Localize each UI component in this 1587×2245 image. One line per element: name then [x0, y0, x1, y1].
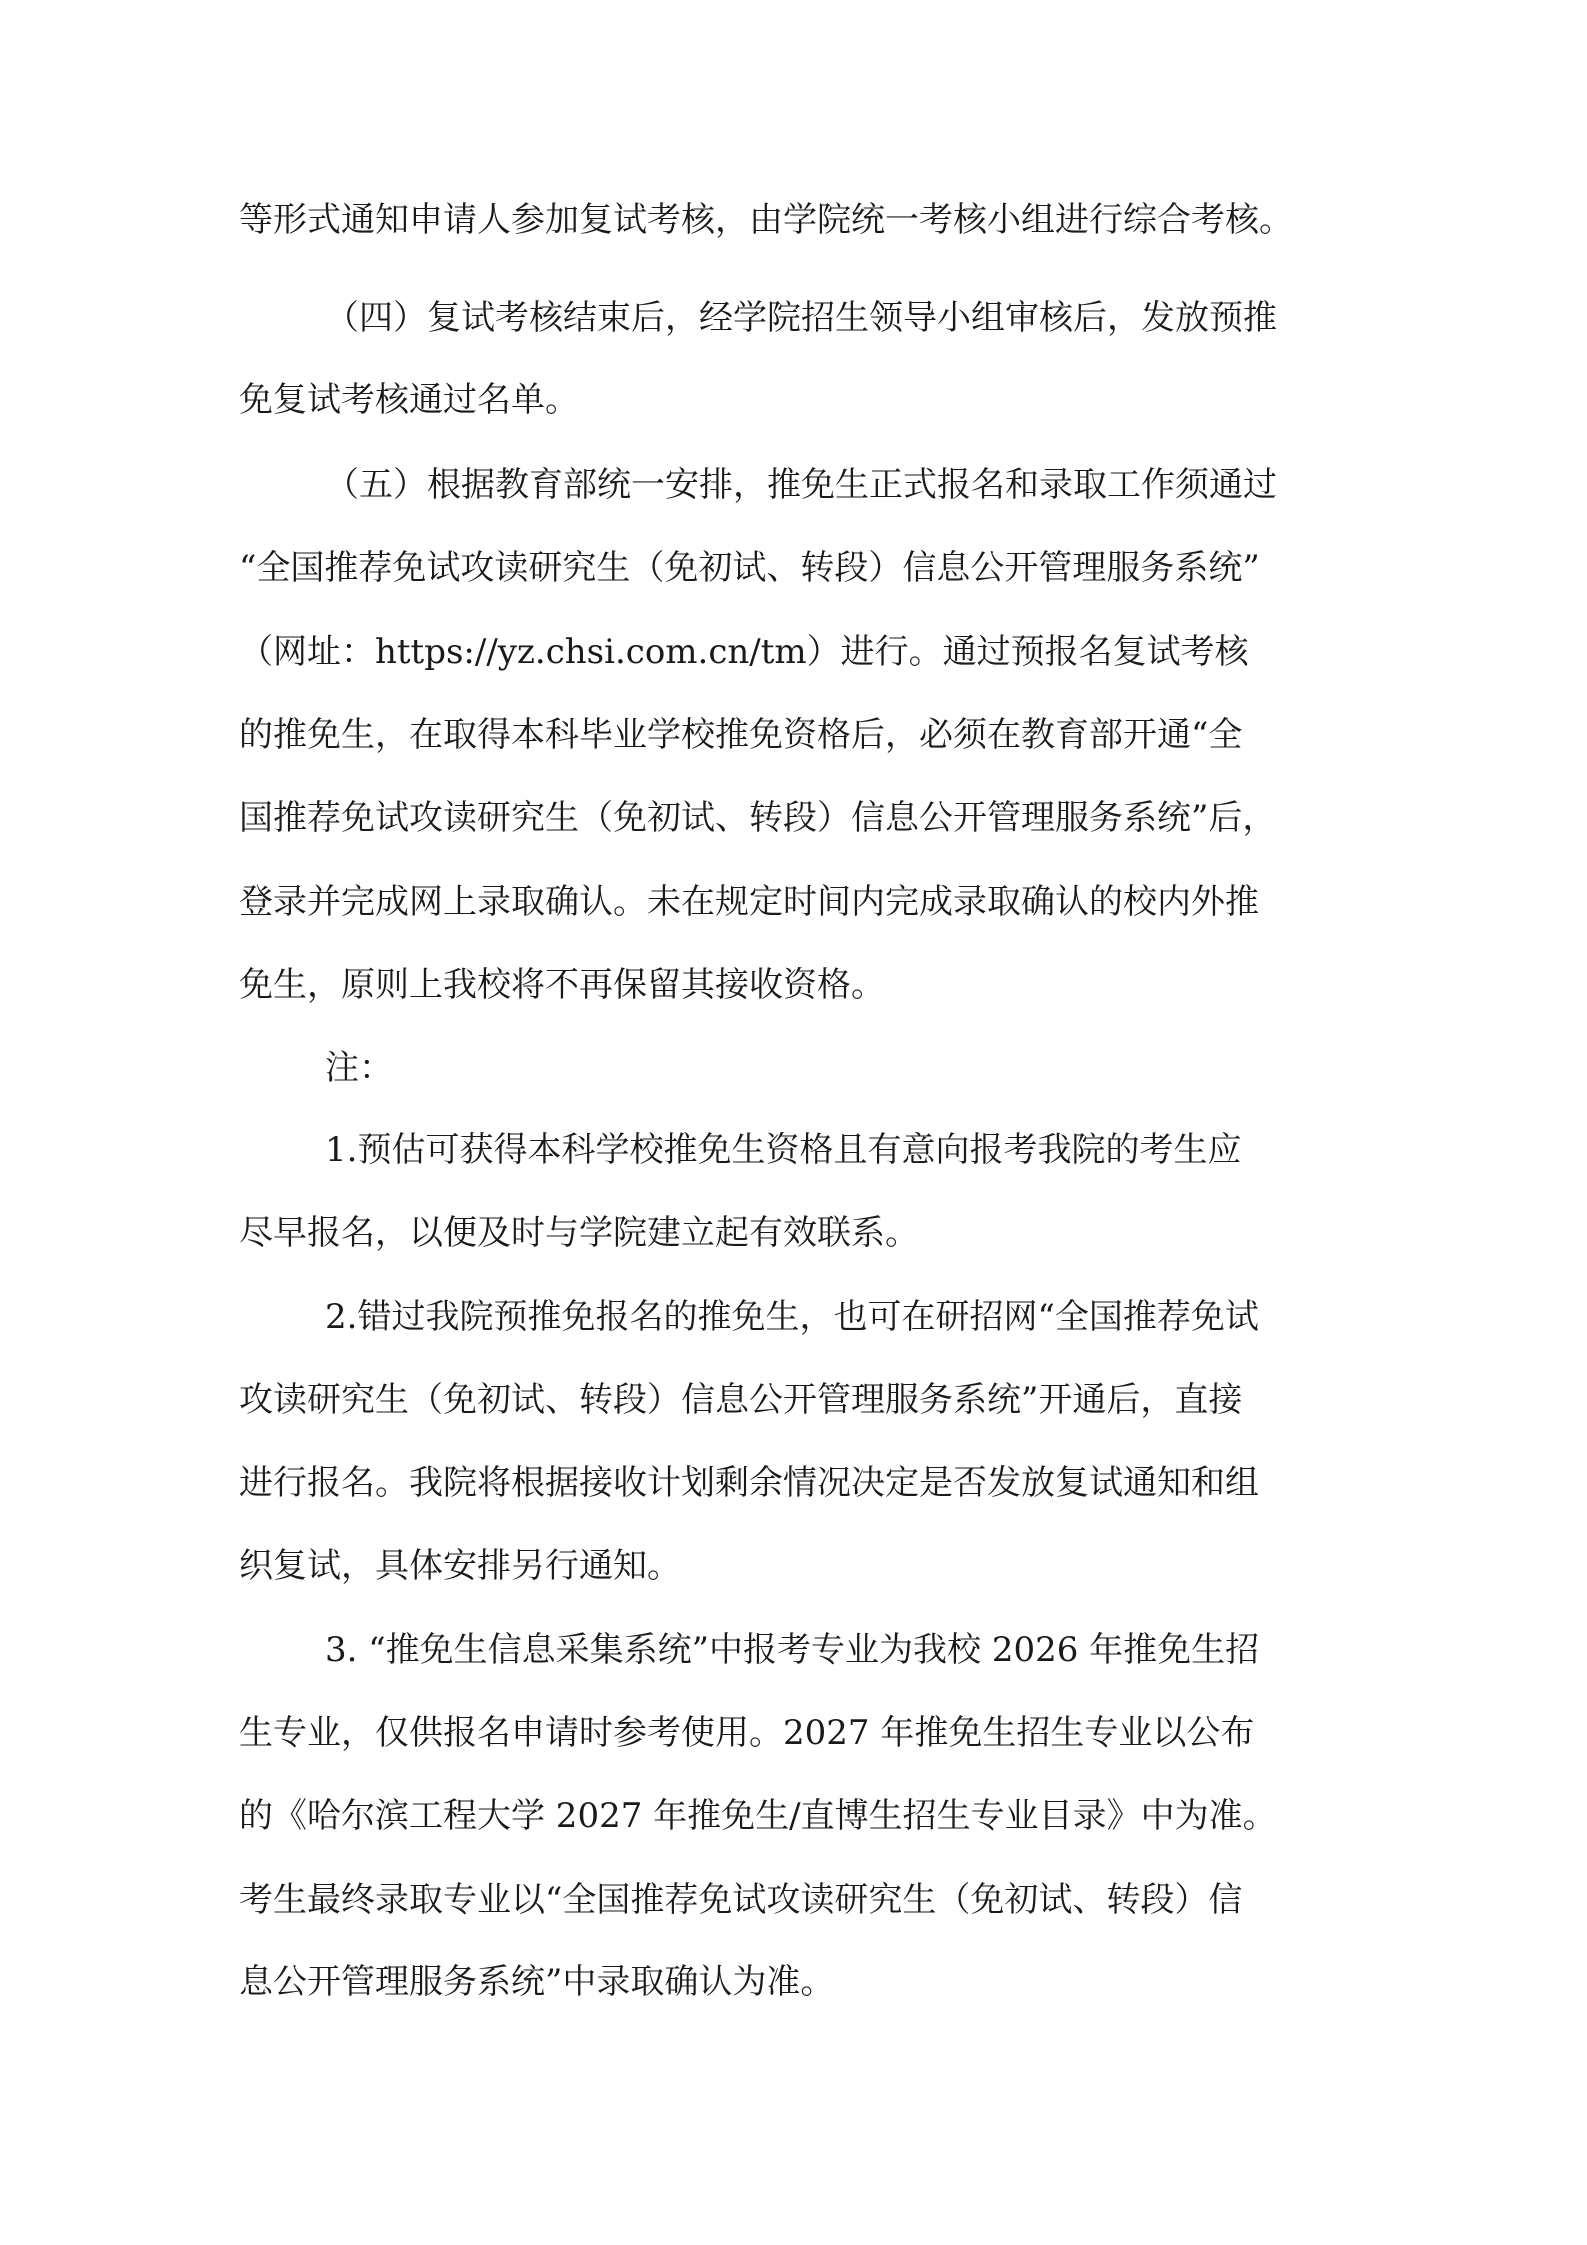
text-line: “全国推荐免试攻读研究生（免初试、转段）信息公开管理服务系统”: [239, 548, 1260, 588]
text-line: （网址：https://yz.chsi.com.cn/tm）进行。通过预报名复试考核: [239, 632, 1249, 672]
text-line: 织复试，具体安排另行通知。: [239, 1546, 681, 1586]
text-line: 息公开管理服务系统”中录取确认为准。: [239, 1962, 835, 2002]
text-line: 登录并完成网上录取确认。未在规定时间内完成录取确认的校内外推: [239, 882, 1259, 922]
text-line: 等形式通知申请人参加复试考核，由学院统一考核小组进行综合考核。: [239, 200, 1293, 240]
text-line: 免生，原则上我校将不再保留其接收资格。: [239, 965, 885, 1005]
note-heading: 注：: [325, 1048, 393, 1088]
text-line: 国推荐免试攻读研究生（免初试、转段）信息公开管理服务系统”后，: [239, 798, 1277, 838]
text-line: 尽早报名，以便及时与学院建立起有效联系。: [239, 1213, 919, 1253]
text-line: 的推免生，在取得本科毕业学校推免资格后，必须在教育部开通“全: [239, 715, 1243, 755]
text-line: 3. “推免生信息采集系统”中报考专业为我校 2026 年推免生招: [325, 1630, 1260, 1670]
text-line: 的《哈尔滨工程大学 2027 年推免生/直博生招生专业目录》中为准。: [239, 1796, 1277, 1836]
text-line: 免复试考核通过名单。: [239, 380, 579, 420]
text-line: 考生最终录取专业以“全国推荐免试攻读研究生（免初试、转段）信: [239, 1880, 1243, 1920]
text-line: 生专业，仅供报名申请时参考使用。2027 年推免生招生专业以公布: [239, 1713, 1255, 1753]
text-line: 进行报名。我院将根据接收计划剩余情况决定是否发放复试通知和组: [239, 1463, 1259, 1503]
text-line: 1.预估可获得本科学校推免生资格且有意向报考我院的考生应: [325, 1130, 1242, 1170]
text-line: （五）根据教育部统一安排，推免生正式报名和录取工作须通过: [325, 465, 1277, 505]
text-line: 2.错过我院预推免报名的推免生，也可在研招网“全国推荐免试: [325, 1297, 1259, 1337]
text-line: （四）复试考核结束后，经学院招生领导小组审核后，发放预推: [325, 298, 1277, 338]
text-line: 攻读研究生（免初试、转段）信息公开管理服务系统”开通后，直接: [239, 1380, 1243, 1420]
